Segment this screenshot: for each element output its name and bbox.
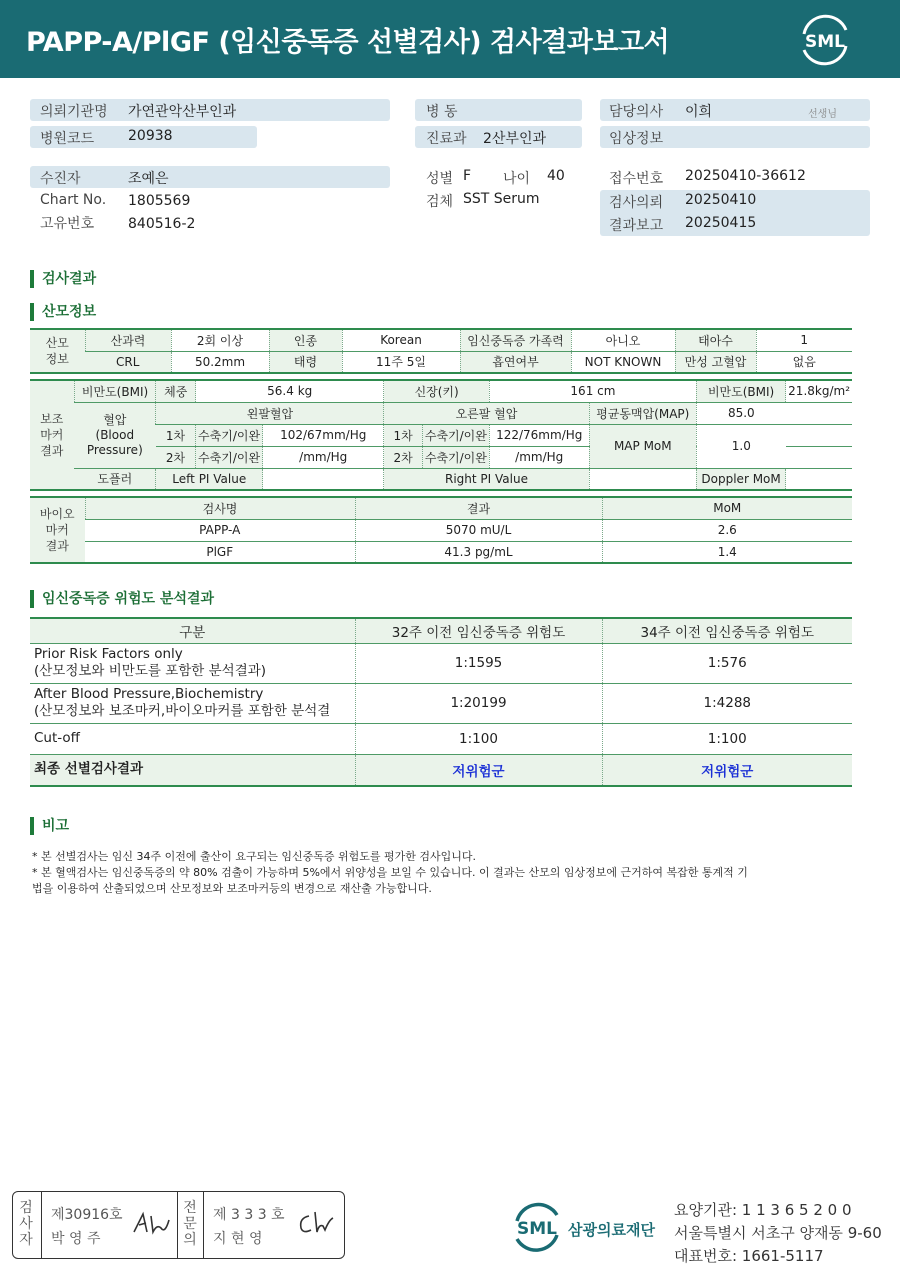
bio-mom: 2.6 — [602, 519, 852, 541]
uid-label: 고유번호 — [40, 216, 95, 232]
clinical-label: 임상정보 — [609, 131, 664, 147]
sex-label: 성별 — [426, 171, 454, 187]
note-line: 법을 이용하여 산출되었으며 산모정보와 보조마커등의 변경으로 재산출 가능합니다. — [32, 882, 432, 895]
sex-value: F — [463, 168, 472, 184]
specimen-label: 검체 — [426, 194, 454, 210]
risk-col-div: 구분 — [179, 624, 206, 641]
doppler-mom-label: Doppler MoM — [696, 468, 785, 490]
report-title: PAPP-A/PlGF (임신중독증 선별검사) 검사결과보고서 — [26, 27, 670, 58]
care-institution-no: 요양기관: 1 1 3 6 5 2 0 0 — [674, 1201, 852, 1219]
sml-footer-logo-icon — [509, 1199, 565, 1255]
risk-row-34: 1:576 — [602, 643, 852, 683]
risk-row-label: Prior Risk Factors only (산모정보와 비만도를 포함한 분석결과) — [34, 646, 267, 679]
divider — [177, 1192, 178, 1258]
hosp-code-label: 병원코드 — [40, 131, 95, 147]
sml-logo-icon — [796, 12, 854, 66]
weight-label: 체중 — [156, 380, 196, 402]
bmi-label: 비만도(BMI) — [74, 380, 156, 402]
specialist-signature-icon — [295, 1208, 335, 1238]
maternal-group-label: 산모 정보 — [30, 329, 85, 373]
bio-mom: 1.4 — [602, 541, 852, 563]
doctor-suffix: 선생님 — [808, 109, 837, 120]
left-bp-1: 102/67mm/Hg — [263, 424, 384, 446]
tester-signature-icon — [131, 1208, 171, 1238]
tester-label: 검 사 자 — [19, 1200, 33, 1248]
uid-value: 840516-2 — [128, 216, 196, 232]
bio-col-name: 검사명 — [85, 497, 355, 519]
smoking-value: NOT KNOWN — [571, 351, 675, 373]
bio-result: 41.3 pg/mL — [355, 541, 602, 563]
risk-row-32: 1:20199 — [355, 683, 602, 723]
right-first-label: 1차 — [384, 424, 422, 446]
left-bp-2: /mm/Hg — [263, 446, 384, 468]
right-second-label: 2차 — [384, 446, 422, 468]
risk-row-34: 1:100 — [602, 723, 852, 754]
right-bp-1: 122/76mm/Hg — [489, 424, 589, 446]
note-line: * 본 선별검사는 임신 34주 이전에 출산이 요구되는 임신중독증 위험도를 평가한 검사입니다. — [32, 850, 476, 863]
right-bp-2: /mm/Hg — [489, 446, 589, 468]
fetus-label: 태아수 — [675, 329, 756, 351]
report-label: 결과보고 — [609, 218, 664, 234]
doctor-value: 이희 — [685, 104, 713, 120]
specialist-label: 전 문 의 — [183, 1200, 197, 1248]
final-result-32: 저위험군 — [355, 754, 602, 786]
bmi-value: 21.8kg/m² — [786, 380, 852, 402]
org-name: 삼광의료재단 — [568, 1221, 655, 1239]
right-arm-label: 오른팔 혈압 — [384, 402, 589, 424]
hosp-code-value: 20938 — [128, 128, 173, 144]
report-header — [0, 0, 900, 78]
left-arm-label: 왼팔혈압 — [156, 402, 384, 424]
map-value: 85.0 — [696, 402, 785, 424]
dept-value: 2산부인과 — [483, 131, 547, 147]
risk-row-label: After Blood Pressure,Biochemistry (산모정보와 보조마커,바이오마커를 포함한 분석결 — [34, 686, 331, 719]
maternal-table — [30, 328, 852, 374]
bp-label: 혈압 (Blood Pressure) — [74, 402, 156, 468]
smoking-label: 흡연여부 — [460, 351, 571, 373]
subject-value: 조예은 — [128, 171, 169, 187]
left-sysdia-label-2: 수축기/이완 — [196, 446, 263, 468]
parity-label: 산과력 — [85, 329, 171, 351]
chart-value: 1805569 — [128, 193, 191, 209]
parity-value: 2회 이상 — [171, 329, 269, 351]
height-value: 161 cm — [489, 380, 696, 402]
final-result-label: 최종 선별검사결과 — [34, 761, 144, 778]
right-pi-value — [589, 468, 696, 490]
aux-group-label: 보조 마커 결과 — [30, 380, 74, 490]
bio-name: PAPP-A — [199, 523, 241, 537]
ga-label: 태령 — [269, 351, 342, 373]
chart-label: Chart No. — [40, 192, 107, 208]
subject-field — [30, 166, 390, 188]
bmi2-label: 비만도(BMI) — [696, 380, 785, 402]
ga-value: 11주 5일 — [342, 351, 460, 373]
bio-col-mom: MoM — [602, 497, 852, 519]
map-label: 평균동맥압(MAP) — [589, 402, 696, 424]
receipt-value: 20250410-36612 — [685, 168, 806, 184]
left-pi-label: Left PI Value — [156, 468, 263, 490]
risk-col-32: 32주 이전 임신중독증 위험도 — [355, 618, 602, 643]
signature-box — [12, 1191, 345, 1259]
fetus-value: 1 — [756, 329, 852, 351]
family-label: 임신중독증 가족력 — [460, 329, 571, 351]
map-mom-label: MAP MoM — [589, 424, 696, 468]
note-line: * 본 혈액검사는 임신중독증의 약 80% 검출이 가능하며 5%에서 위양성을 보일 수 있습니다. 이 결과는 산모의 임상정보에 근거하여 복잡한 통계적 기 — [32, 866, 748, 879]
divider — [41, 1192, 42, 1258]
left-sysdia-label-1: 수축기/이완 — [196, 424, 263, 446]
section-maternal: 산모정보 — [30, 303, 96, 321]
test-req-value: 20250410 — [685, 192, 757, 208]
crl-label: CRL — [85, 351, 171, 373]
svg-text:SML: SML — [517, 1219, 557, 1239]
section-risk: 임신중독증 위험도 분석결과 — [30, 590, 214, 608]
receipt-label: 접수번호 — [609, 171, 664, 187]
right-sysdia-label-2: 수축기/이완 — [422, 446, 489, 468]
table-row — [30, 519, 852, 541]
age-value: 40 — [547, 168, 565, 184]
race-value: Korean — [342, 329, 460, 351]
right-pi-label: Right PI Value — [384, 468, 589, 490]
height-label: 신장(키) — [384, 380, 489, 402]
subject-label: 수진자 — [40, 171, 81, 187]
weight-value: 56.4 kg — [196, 380, 384, 402]
left-first-label: 1차 — [156, 424, 196, 446]
right-sysdia-label-1: 수축기/이완 — [422, 424, 489, 446]
org-address: 서울특별시 서초구 양재동 9-60 — [674, 1224, 882, 1242]
test-req-label: 검사의뢰 — [609, 195, 664, 211]
doppler-label: 도플러 — [74, 468, 156, 490]
divider — [203, 1192, 204, 1258]
table-row — [30, 683, 852, 723]
left-pi-value — [263, 468, 384, 490]
biomarker-table — [30, 496, 852, 564]
final-result-34: 저위험군 — [602, 754, 852, 786]
table-row — [30, 643, 852, 683]
risk-col-34: 34주 이전 임신중독증 위험도 — [602, 618, 852, 643]
tester-name: 박 영 주 — [51, 1231, 101, 1247]
ward-label: 병 동 — [426, 104, 458, 120]
risk-row-32: 1:1595 — [355, 643, 602, 683]
specialist-name: 지 현 영 — [213, 1231, 263, 1247]
report-value: 20250415 — [685, 215, 757, 231]
specimen-value: SST Serum — [463, 191, 540, 207]
map-mom-value: 1.0 — [696, 424, 785, 468]
race-label: 인종 — [269, 329, 342, 351]
bio-result: 5070 mU/L — [355, 519, 602, 541]
req-inst-label: 의뢰기관명 — [40, 104, 108, 120]
specialist-no: 제 3 3 3 호 — [213, 1207, 285, 1223]
bio-col-result: 결과 — [355, 497, 602, 519]
risk-row-label: Cut-off — [34, 730, 80, 746]
doctor-label: 담당의사 — [609, 104, 664, 120]
doppler-mom-value — [786, 468, 852, 490]
aux-marker-table — [30, 379, 852, 491]
svg-text:SML: SML — [805, 32, 845, 52]
family-value: 아니오 — [571, 329, 675, 351]
req-inst-value: 가연관악산부인과 — [128, 104, 237, 120]
table-row — [30, 541, 852, 563]
table-row — [30, 723, 852, 754]
dept-label: 진료과 — [426, 131, 467, 147]
bio-group-label: 바이오 마커 결과 — [30, 497, 85, 563]
org-phone: 대표번호: 1661-5117 — [674, 1247, 824, 1265]
section-remarks: 비고 — [30, 817, 69, 835]
age-label: 나이 — [503, 171, 531, 187]
risk-row-34: 1:4288 — [602, 683, 852, 723]
risk-table — [30, 617, 852, 787]
section-result: 검사결과 — [30, 270, 96, 288]
risk-row-32: 1:100 — [355, 723, 602, 754]
bio-name: PlGF — [206, 544, 234, 559]
htn-label: 만성 고혈압 — [675, 351, 756, 373]
htn-value: 없음 — [756, 351, 852, 373]
crl-value: 50.2mm — [171, 351, 269, 373]
left-second-label: 2차 — [156, 446, 196, 468]
tester-no: 제30916호 — [51, 1207, 123, 1223]
